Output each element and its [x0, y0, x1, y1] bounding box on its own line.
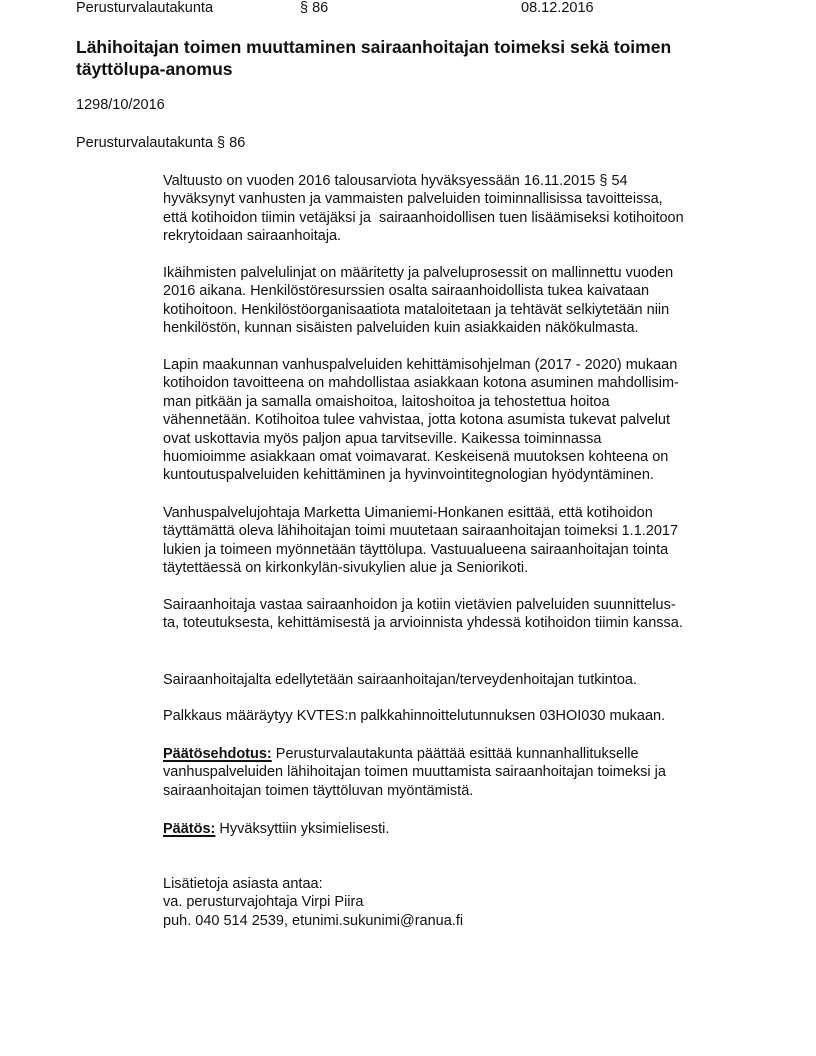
- paragraph: [163, 671, 637, 689]
- line-text: sairaanhoitajan toimen täyttöluvan myöntämistä.: [163, 782, 474, 799]
- line-text: hyväksynyt vanhusten ja vammaisten palveluiden toiminnallisissa tavoitteissa,: [163, 191, 663, 208]
- paragraph-line: [163, 393, 679, 411]
- paragraph-line: [163, 614, 683, 632]
- line-text: vähennetään. Kotihoitoa tulee vahvistaa, jotta kotona asumista tukevat palvelut: [163, 412, 671, 429]
- header-section: § 86: [300, 0, 329, 16]
- title-line: täyttölupa-anomus: [76, 59, 233, 79]
- paragraph: [163, 875, 463, 930]
- paragraph: [163, 504, 678, 578]
- line-text: huomioimme asiakkaan omat voimavarat. Keskeisenä muutoksen kohteena on: [163, 448, 669, 465]
- line-text: Lisätietoja asiasta antaa:: [163, 876, 323, 892]
- paragraph: [163, 356, 679, 485]
- subheading: Perusturvalautakunta § 86: [76, 135, 246, 151]
- line-text: kotihoidon tavoitteena on mahdollistaa asiakkaan kotona asuminen mahdollisim-: [163, 375, 679, 392]
- line-text: Valtuusto on vuoden 2016 talousarviota hyväksyessään 16.11.2015 § 54: [163, 173, 628, 189]
- paragraph-line: [163, 227, 684, 245]
- line-text: henkilöstön, kunnan sisäisten palveluiden kuin asiakkaiden näkökulmasta.: [163, 320, 639, 337]
- line-text: kuntoutuspalveluiden kehittäminen ja hyvinvointitegnologian hyödyntäminen.: [163, 467, 654, 484]
- line-text: täyttämättä oleva lähihoitajan toimi muutetaan sairaanhoitajan toimeksi 1.1.2017: [163, 523, 679, 540]
- line-text: täytettäessä on kirkonkylän-sivukylien alue ja Seniorikoti.: [163, 560, 529, 577]
- paragraph: [163, 745, 666, 800]
- line-text: 2016 aikana. Henkilöstöresurssien osalta sairaanhoidollista tukea kaivataan: [163, 283, 650, 300]
- paragraph: [163, 596, 683, 633]
- line-text: lukien ja toimeen myönnetään täyttölupa. Vastuualueena sairaanhoitajan tointa: [163, 541, 669, 558]
- paragraph-line: [163, 782, 666, 800]
- header-committee: Perusturvalautakunta: [76, 0, 214, 16]
- paragraph-line: [163, 466, 679, 484]
- line-text: rekrytoidaan sairaanhoitaja.: [163, 228, 342, 245]
- line-text: va. perusturvajohtaja Virpi Piira: [163, 894, 364, 911]
- paragraph-line: [163, 875, 463, 893]
- line-text: Vanhuspalvelujohtaja Marketta Uimaniemi-Honkanen esittää, että kotihoidon: [163, 505, 653, 521]
- paragraph-line: [163, 282, 673, 300]
- document-title: [76, 36, 671, 80]
- paragraph-line: [163, 707, 665, 725]
- line-text: Sairaanhoitaja vastaa sairaanhoidon ja kotiin vietävien palveluiden suunnittelus-: [163, 597, 676, 613]
- case-number: 1298/10/2016: [76, 97, 165, 113]
- paragraph-line: [163, 448, 679, 466]
- paragraph-line: [163, 912, 463, 930]
- paragraph-line: [163, 264, 673, 282]
- paragraph-line: [163, 671, 637, 689]
- line-text: kotihoitoon. Henkilöstöorganisaatiota mataloitetaan ja tehtävät selkiytetään niin: [163, 301, 670, 318]
- line-text: Perusturvalautakunta päättää esittää kunnanhallitukselle: [271, 746, 639, 762]
- paragraph-line: [163, 541, 678, 559]
- paragraph-line: [163, 820, 389, 838]
- paragraph: [163, 820, 389, 838]
- paragraph: [163, 707, 665, 725]
- line-text: Hyväksyttiin yksimielisesti.: [215, 821, 390, 837]
- paragraph-line: [163, 319, 673, 337]
- paragraph-line: [163, 209, 684, 227]
- title-line: Lähihoitajan toimen muuttaminen sairaanhoitajan toimeksi sekä toimen: [76, 37, 672, 57]
- line-text: Lapin maakunnan vanhuspalveluiden kehittämisohjelman (2017 - 2020) mukaan: [163, 357, 678, 373]
- paragraph-line: [163, 559, 678, 577]
- line-text: man pitkään ja samalla omaishoitoa, laitoshoitoa ja tehostettua hoitoa: [163, 393, 610, 410]
- line-text: vanhuspalveluiden lähihoitajan toimen muuttamista sairaanhoitajan toimeksi ja: [163, 764, 666, 781]
- line-text: Ikäihmisten palvelulinjat on määritetty ja palveluprosessit on mallinnettu vuoden: [163, 265, 674, 281]
- paragraph-line: [163, 763, 666, 781]
- line-text: ta, toteutuksesta, kehittämisestä ja arvioinnista yhdessä kotihoidon tiimin kanssa.: [163, 615, 683, 632]
- paragraph-label: Päätös:: [163, 821, 216, 837]
- paragraph-line: [163, 374, 679, 392]
- header-date: 08.12.2016: [521, 0, 594, 16]
- line-text: puh. 040 514 2539, etunimi.sukunimi@ranua.fi: [163, 912, 464, 929]
- paragraph-line: [163, 504, 678, 522]
- line-text: Sairaanhoitajalta edellytetään sairaanhoitajan/terveydenhoitajan tutkintoa.: [163, 672, 637, 688]
- paragraph: [163, 264, 673, 338]
- line-text: ovat uskottavia myös paljon apua tarvitseville. Kaikessa toiminnassa: [163, 430, 602, 447]
- paragraph: [163, 172, 684, 246]
- paragraph-line: [163, 190, 684, 208]
- paragraph-line: [163, 522, 678, 540]
- paragraph-line: [163, 745, 666, 763]
- line-text: Palkkaus määräytyy KVTES:n palkkahinnoittelutunnuksen 03HOI030 mukaan.: [163, 708, 666, 724]
- paragraph-line: [163, 411, 679, 429]
- line-text: että kotihoidon tiimin vetäjäksi ja sairaanhoidollisen tuen lisäämiseksi kotihoitoon: [163, 209, 684, 226]
- paragraph-line: [163, 356, 679, 374]
- paragraph-line: [163, 172, 684, 190]
- paragraph-line: [163, 596, 683, 614]
- paragraph-line: [163, 430, 679, 448]
- paragraph-line: [163, 301, 673, 319]
- paragraph-label: Päätösehdotus:: [163, 746, 272, 762]
- paragraph-line: [163, 893, 463, 911]
